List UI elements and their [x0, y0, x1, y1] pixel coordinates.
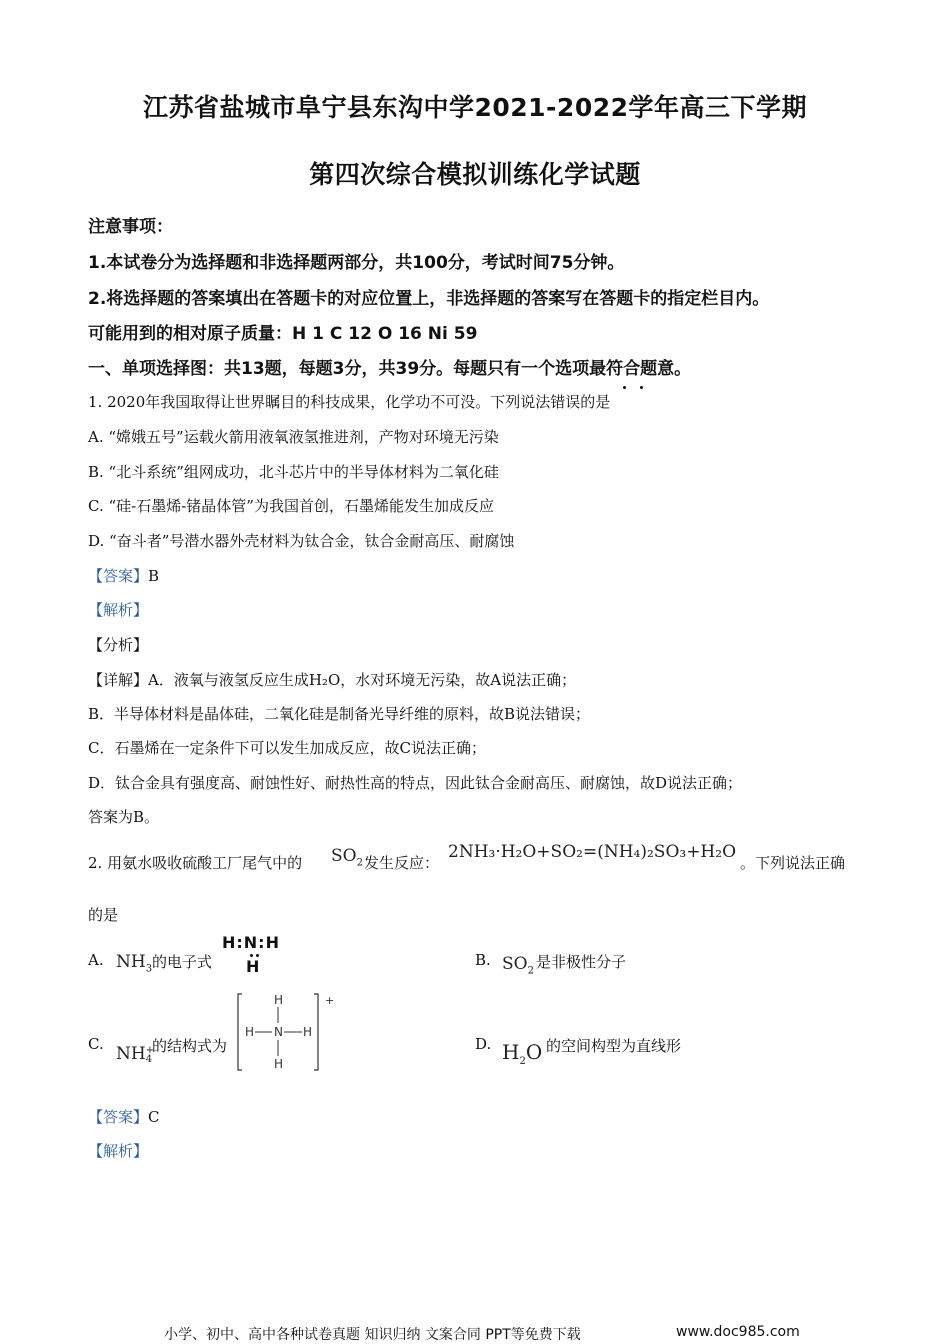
q2-stem-post: 。下列说法正确 — [740, 854, 846, 872]
q1-option-a: A. “嫦娥五号”运载火箭用液氧液氢推进剂，产物对环境无污染 — [88, 428, 499, 446]
q2-option-d-text: 的空间构型为直线形 — [546, 1037, 682, 1055]
q1-conclusion: 答案为B。 — [88, 808, 160, 826]
so2-b-text: SO — [502, 954, 528, 974]
q1-detail-b: B．半导体材料是晶体硅，二氧化硅是制备光导纤维的原料，故B说法错误； — [88, 705, 591, 723]
q1-answer — [88, 565, 159, 586]
nh4-sub: 4 — [145, 1053, 153, 1065]
notes-item-2: 2.将选择题的答案填出在答题卡的对应位置上，非选择题的答案写在答题卡的指定栏目内。 — [88, 289, 770, 309]
q2-option-c-text: 的结构式为 — [152, 1037, 228, 1055]
nh3-electron-formula-top: H:N:H — [222, 933, 280, 952]
detail-tag: 【详解】 — [88, 671, 149, 689]
charge-plus: + — [325, 994, 335, 1007]
h2o-sub: 2 — [519, 1056, 526, 1067]
footer-text: 小学、初中、高中各种试卷真题 知识归纳 文案合同 PPT等免费下载 — [164, 1327, 581, 1343]
answer-tag: 【答案】 — [88, 567, 149, 585]
q2-option-c-label: C. — [88, 1035, 104, 1053]
answer-value: B — [148, 567, 160, 585]
q1-detail-c: C．石墨烯在一定条件下可以发生加成反应，故C说法正确； — [88, 739, 486, 757]
q2-option-c-formula — [116, 1044, 154, 1064]
q2-option-a-label: A. — [88, 951, 104, 969]
q2-option-b-formula — [502, 954, 534, 976]
nh4-text: NH — [116, 1044, 146, 1064]
nh3-electron-formula-bottom: H — [246, 957, 260, 976]
h2o-o: O — [525, 1040, 543, 1064]
so2-sub: 2 — [356, 857, 363, 869]
emphasis-dot — [623, 386, 626, 389]
answer-value: C — [148, 1108, 160, 1126]
q2-stem-mid: 发生反应： — [364, 854, 440, 872]
h-left: H — [245, 1025, 255, 1039]
notes-item-1: 1.本试卷分为选择题和非选择题两部分，共100分，考试时间75分钟。 — [88, 253, 625, 273]
q2-option-a-formula — [116, 952, 152, 974]
h-bottom: H — [274, 1057, 284, 1071]
q2-option-b-label: B. — [475, 951, 491, 969]
left-bracket — [238, 994, 242, 1070]
q2-option-d-label: D. — [475, 1035, 492, 1053]
nh3-text: NH — [116, 952, 146, 972]
q1-option-c: C. “硅-石墨烯-锗晶体管”为我国首创，石墨烯能发生加成反应 — [88, 497, 494, 515]
q2-jiexi-tag: 【解析】 — [88, 1142, 149, 1160]
h-top: H — [274, 993, 284, 1007]
doc-title-line1: 江苏省盐城市阜宁县东沟中学2021-2022学年高三下学期 — [142, 93, 808, 122]
so2-b-sub: 2 — [527, 965, 534, 977]
q1-option-b: B. “北斗系统”组网成功，北斗芯片中的半导体材料为二氧化硅 — [88, 463, 499, 481]
nh3-sub: 3 — [145, 963, 153, 975]
q1-fenxi-tag: 【分析】 — [88, 636, 149, 654]
q2-so2-formula — [331, 846, 363, 868]
q2-option-d-formula — [502, 1040, 542, 1067]
section-heading: 一、单项选择图：共13题，每题3分，共39分。每题只有一个选项最符合题意。 — [88, 359, 692, 379]
q2-answer — [88, 1106, 160, 1127]
q1-jiexi-tag: 【解析】 — [88, 601, 149, 619]
q1-detail-d: D．钛合金具有强度高、耐蚀性好、耐热性高的特点，因此钛合金耐高压、耐腐蚀，故D说法正确； — [88, 774, 743, 792]
q2-equation: 2NH₃·H₂O+SO₂=(NH₄)₂SO₃+H₂O — [448, 842, 737, 862]
footer-url[interactable]: www.doc985.com — [676, 1324, 800, 1340]
q2-stem-line2: 的是 — [88, 906, 119, 924]
right-bracket — [314, 994, 318, 1070]
h-right: H — [303, 1025, 313, 1039]
q2-option-a-text: 的电子式 — [152, 953, 213, 971]
atomic-mass-line: 可能用到的相对原子质量：H 1 C 12 O 16 Ni 59 — [88, 324, 478, 344]
q2-option-b-text: 是非极性分子 — [536, 953, 627, 971]
so2-text: SO — [331, 846, 357, 866]
answer-tag: 【答案】 — [88, 1108, 149, 1126]
emphasis-dot — [640, 386, 643, 389]
nh4-structure-diagram — [236, 992, 336, 1074]
q1-detail-a — [88, 669, 576, 690]
h2o-h: H — [502, 1040, 520, 1064]
doc-title-line2: 第四次综合模拟训练化学试题 — [309, 160, 641, 189]
q1-stem: 1. 2020年我国取得让世界瞩目的科技成果，化学功不可没。下列说法错误的是 — [88, 393, 611, 411]
nh4-sup: + — [145, 1044, 155, 1056]
q2-stem-pre: 2. 用氨水吸收硫酸工厂尾气中的 — [88, 854, 303, 872]
detail-a-text: A．液氧与液氢反应生成H₂O，水对环境无污染，故A说法正确； — [148, 671, 577, 689]
notes-heading: 注意事项： — [88, 217, 173, 237]
q1-option-d: D. “奋斗者”号潜水器外壳材料为钛合金，钛合金耐高压、耐腐蚀 — [88, 532, 515, 550]
n-center: N — [274, 1025, 283, 1039]
